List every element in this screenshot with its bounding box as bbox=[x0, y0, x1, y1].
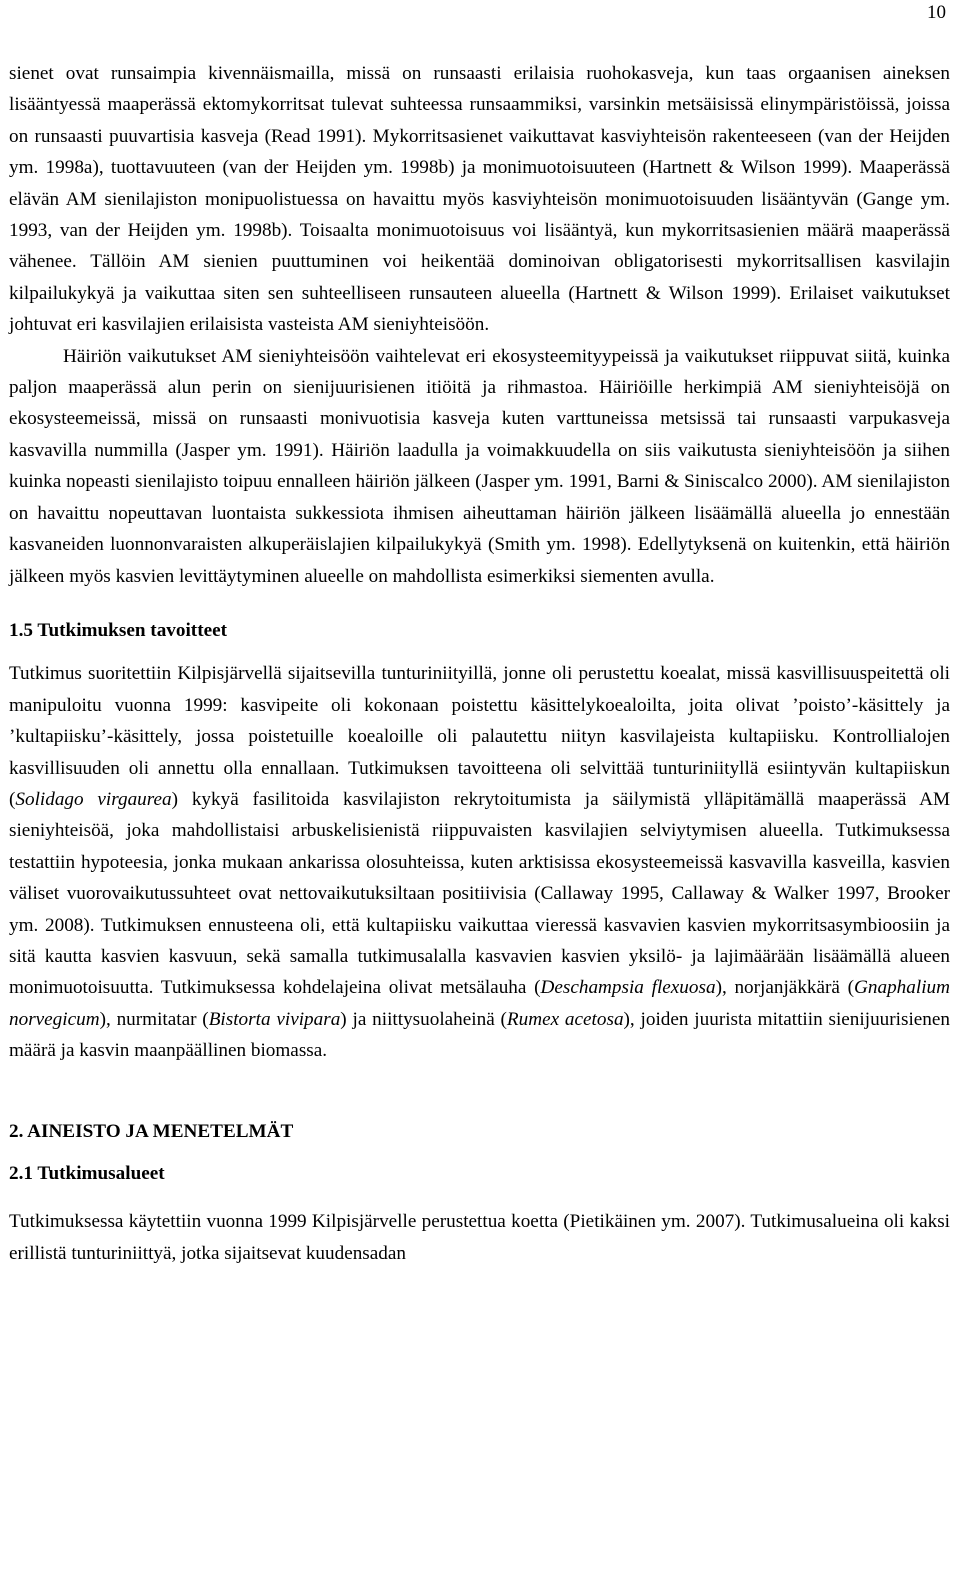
section-heading-2-1: 2.1 Tutkimusalueet bbox=[9, 1163, 165, 1184]
species-name: Solidago virgaurea bbox=[15, 788, 172, 810]
species-name: Deschampsia flexuosa bbox=[540, 977, 716, 999]
section-heading-1-5: 1.5 Tutkimuksen tavoitteet bbox=[9, 619, 228, 641]
text-run: ), nurmitatar ( bbox=[99, 1008, 209, 1030]
text-run: ) ja niittysuolaheinä ( bbox=[340, 1008, 507, 1030]
section-heading-2: 2. AINEISTO JA MENETELMÄT bbox=[9, 1120, 294, 1142]
document-body bbox=[9, 58, 950, 1269]
text-run: Tutkimus suoritettiin Kilpisjärvellä sijaitsevilla tunturiniityillä, jonne oli perustettu koealat, missä kasvillisuuspeitettä oli manipuloitu vuonna 1999: kasvipeite oli kokonaan poistettu käsittelykoealoilta, joita olivat ’poisto’-käsittely ja ’kultapiisku’-käsittely, jossa poistetuille koealoille oli palautettu niityn kasvilajeista kultapiisku. Kontrollialojen kasvillisuuden oli annettu olla ennallaan. Tutkimuksen tavoitteena oli selvittää tunturiniityllä esiintyvän kultapiiskun ( bbox=[9, 663, 950, 810]
paragraph-disturbance-effects: Häiriön vaikutukset AM sieniyhteisöön vaihtelevat eri ekosysteemityypeissä ja vaikutukset riippuvat siitä, kuinka paljon maaperässä alun perin on sienijuurisienen itiöitä ja rihmastoa. Häiriöille herkimpiä AM sieniyhteisöjä on ekosysteemeissä, missä on runsaasti monivuotisia kasveja kuten varttuneissa metsissä tai runsaasti varpukasveja kasvavilla nummilla (Jasper ym. 1991). Häiriön laadulla ja voimakkuudella on siis vaikutusta sieniyhteisöön ja siihen kuinka nopeasti sienilajisto toipuu ennalleen häiriön jälkeen (Jasper ym. 1991, Barni & Siniscalco 2000). AM sienilajiston on havaittu nopeuttavan luontaista sukkessiota ihmisen aiheuttaman häiriön jälkeen lisäämällä alueella jo ennestään kasvaneiden luonnonvaraisten alkuperäislajien kilpailukykyä (Smith ym. 1998). Edellytyksenä on kuitenkin, että häiriön jälkeen myös kasvien levittäytyminen alueelle on mahdollista esimerkiksi siementen avulla. bbox=[9, 345, 950, 587]
text-run: ) kykyä fasilitoida kasvilajiston rekrytoitumista ja säilymistä ylläpitämällä maaperässä AM sieniyhteisöä, joka mahdollistaisi arbuskelisienistä riippuvaisten kasvilajien selviytymisen alueella. Tutkimuksessa testattiin hypoteesia, jonka mukaan ankarissa olosuhteissa, kuten arktisissa ekosysteemeissä kasvavilla kasveilla, kasvien väliset vuorovaikutussuhteet ovat nettovaikutuksiltaan positiivisia (Callaway 1995, Callaway & Walker 1997, Brooker ym. 2008). Tutkimuksen ennusteena oli, että kultapiisku vaikuttaa vieressä kasvavien kasvien mykorritsasymbioosiin ja sitä kautta kasvien kasvuun, sekä samalla tutkimusalalla kasvavien kasvien yksilö- ja lajimäärään lisäämällä alueen monimuotoisuutta. Tutkimuksessa kohdelajeina olivat metsälauha ( bbox=[9, 788, 951, 999]
paragraph-mycorrhiza-effects: sienet ovat runsaimpia kivennäismailla, missä on runsaasti erilaisia ruohokasveja, kun taas orgaanisen aineksen lisääntyessä maaperässä ektomykorritsat tulevat suhteessa runsaammiksi, varsinkin metsäisissä elinympäristöissä, joissa on runsaasti puuvartisia kasveja (Read 1991). Mykorritsasienet vaikuttavat kasviyhteisön rakenteeseen (van der Heijden ym. 1998a), tuottavuuteen (van der Heijden ym. 1998b) ja monimuotoisuuteen (Hartnett & Wilson 1999). Maaperässä elävän AM sienilajiston monipuolistuessa on havaittu myös kasviyhteisön monimuotoisuuden lisääntyvän (Gange ym. 1993, van der Heijden ym. 1998b). Toisaalta monimuotoisuus voi lisääntyä, kun mykorritsasienien määrä maaperässä vähenee. Tällöin AM sienien puuttuminen voi heikentää dominoivan obligatorisesti mykorritsallisen kasvilajin kilpailukykyä ja vaikuttaa siten sen suhteelliseen runsauteen alueella (Hartnett & Wilson 1999). Erilaiset vaikutukset johtuvat eri kasvilajien erilaisista vasteista AM sieniyhteisöön. bbox=[9, 63, 950, 336]
text-run: ), joiden juurista mitattiin sienijuurisienen määrä ja kasvin maanpäällinen biomassa. bbox=[9, 1008, 950, 1062]
text-run: ), norjanjäkkärä ( bbox=[715, 977, 855, 999]
paragraph-study-areas: Tutkimuksessa käytettiin vuonna 1999 Kilpisjärvelle perustettua koetta (Pietikäinen ym. 2007). Tutkimusalueina oli kaksi erillistä tunturiniittyä, jotka sijaitsevat kuudensadan bbox=[9, 1211, 950, 1264]
paragraph-research-aims bbox=[9, 658, 950, 1066]
species-name: Rumex acetosa bbox=[506, 1008, 624, 1030]
species-name: Bistorta vivipara bbox=[208, 1008, 341, 1030]
page-number: 10 bbox=[927, 2, 946, 23]
species-name: Gnaphalium norvegicum bbox=[9, 977, 950, 1030]
